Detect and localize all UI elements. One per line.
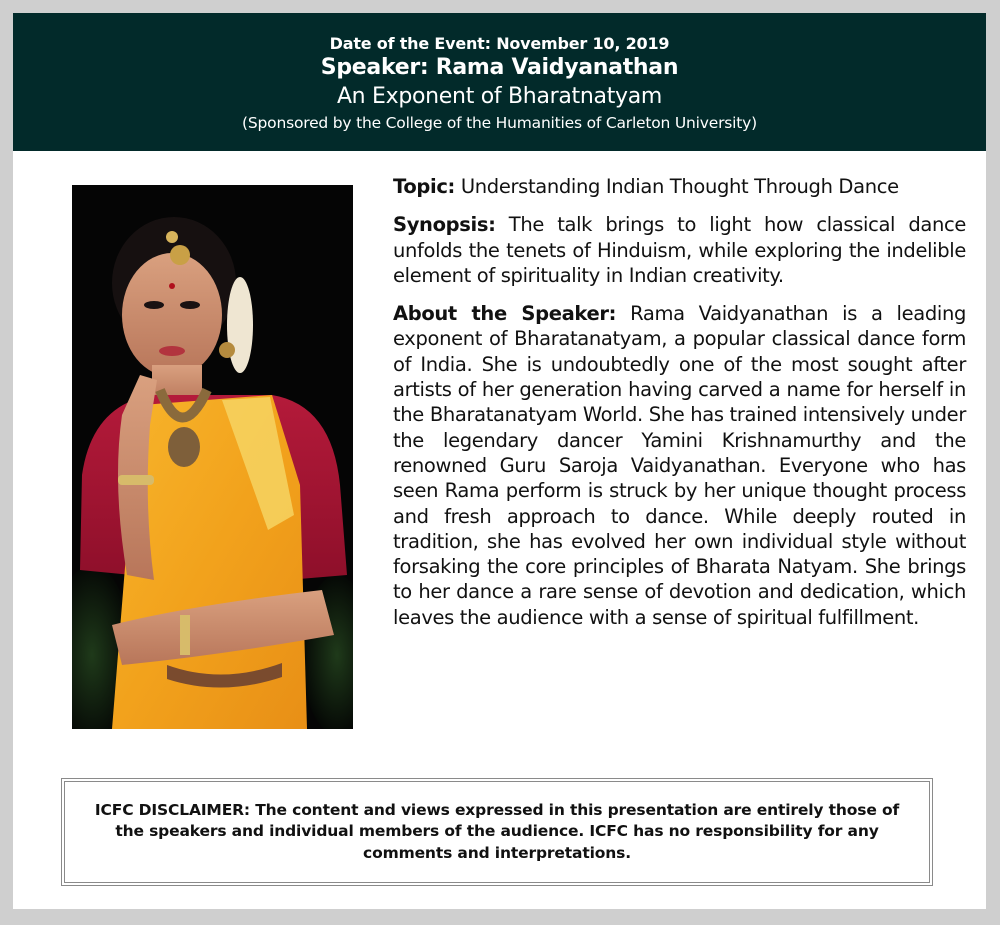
- topic-text: Understanding Indian Thought Through Dance: [460, 175, 899, 198]
- about-speaker-text: Rama Vaidyanathan is a leading exponent of Bharatanatyam, a popular classical dance form of India. She is undoubtedly one of the most sought after artists of her generation having carved a name for herself in the Bharatanatyam World. She has trained intensively under the legendary dancer Yamini Krishnamurthy and the renowned Guru Saroja Vaidyanathan. Everyone who has seen Rama perform is struck by her unique thought process and fresh approach to dance. While deeply routed in tradition, she has evolved her own individual style without forsaking the core principles of Bharata Natyam. She brings to her dance a rare sense of devotion and dedication, which leaves the audience with a sense of spiritual fulfillment.: [393, 302, 966, 629]
- event-page: [13, 13, 986, 909]
- event-date: Date of the Event: November 10, 2019: [329, 34, 670, 53]
- sponsor-line: (Sponsored by the College of the Humanities of Carleton University): [242, 114, 757, 132]
- speaker-name: Speaker: Rama Vaidyanathan: [320, 55, 679, 80]
- synopsis-paragraph: [393, 212, 966, 288]
- disclaimer-box: [61, 778, 933, 886]
- topic-paragraph: [393, 174, 966, 199]
- speaker-photo-illustration: [72, 185, 353, 729]
- disclaimer-label: ICFC DISCLAIMER:: [94, 800, 250, 819]
- about-speaker-paragraph: [393, 301, 966, 630]
- event-header: [13, 13, 986, 151]
- synopsis-label: Synopsis:: [393, 213, 496, 237]
- event-details: [393, 174, 966, 643]
- about-speaker-label: About the Speaker:: [393, 302, 617, 326]
- speaker-photo: [72, 185, 353, 729]
- disclaimer-text-block: [65, 800, 929, 865]
- topic-label: Topic:: [393, 175, 456, 198]
- synopsis-text: The talk brings to light how classical dance unfolds the tenets of Hinduism, while exploring the indelible element of spirituality in Indian creativity.: [393, 213, 967, 287]
- speaker-subtitle: An Exponent of Bharatnatyam: [336, 84, 663, 109]
- disclaimer-text: The content and views expressed in this presentation are entirely those of the speakers and individual members of the audience. ICFC has no responsibility for any comments and interpretations.: [115, 800, 900, 862]
